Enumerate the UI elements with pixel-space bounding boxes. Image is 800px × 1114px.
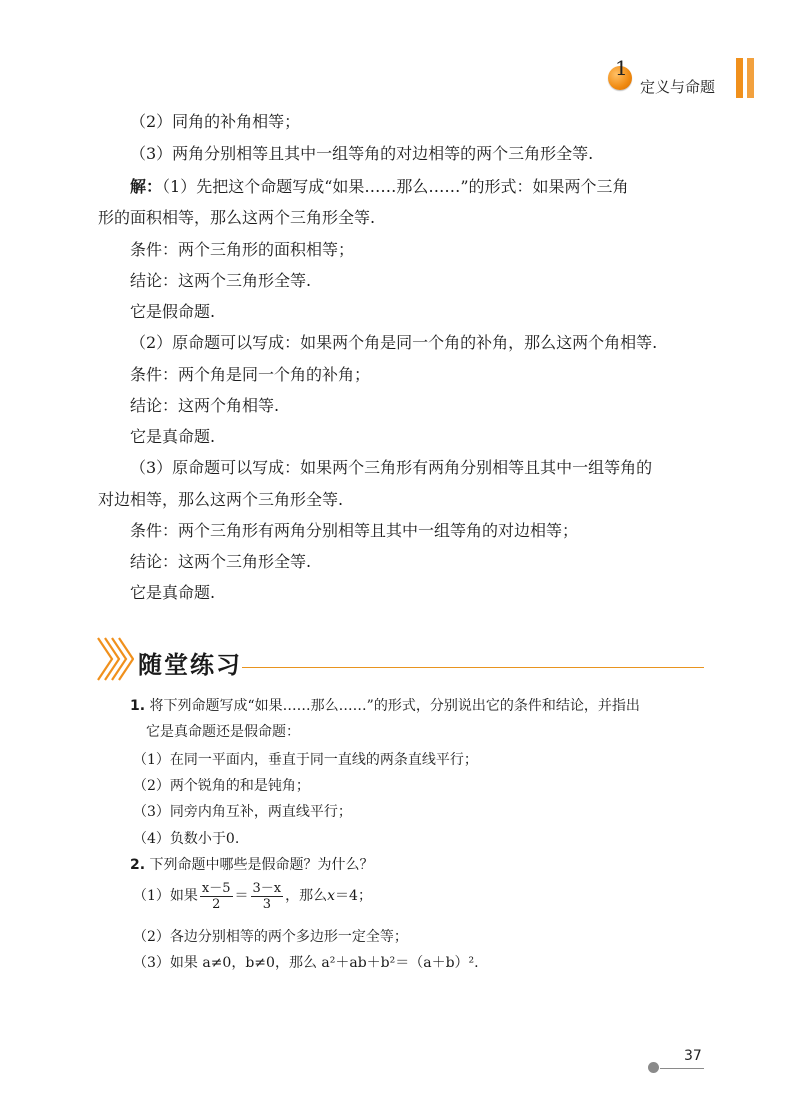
- fraction-numerator: x－5: [201, 880, 231, 896]
- exercise-text: 下列命题中哪些是假命题？为什么？: [149, 857, 374, 873]
- text-line: 它是假命题.: [130, 302, 216, 321]
- text-line: 结论：这两个角相等.: [130, 396, 280, 415]
- text-line: （1）先把这个命题写成“如果……那么……”的形式：如果两个三角: [162, 177, 629, 196]
- exercise-item: （2）两个锐角的和是钝角；: [133, 778, 310, 794]
- exercise-item: （2）各边分别相等的两个多边形一定全等；: [133, 929, 408, 945]
- exercise-item: （3）如果 a≠0，b≠0，那么 a²＋ab＋b²＝（a＋b）².: [133, 955, 479, 971]
- fraction-denominator: 3: [262, 896, 271, 912]
- section-divider: [242, 667, 704, 668]
- exercise-number: 2.: [130, 857, 146, 873]
- chevron-arrows-icon: [96, 634, 134, 684]
- text-line: 条件：两个三角形有两角分别相等且其中一组等角的对边相等；: [130, 521, 579, 540]
- exercise-item: （4）负数小于0.: [133, 831, 240, 847]
- page-number: 37: [684, 1048, 702, 1064]
- exercise-item-mid: ，那么: [285, 888, 328, 904]
- footer-divider: [660, 1068, 704, 1069]
- exercise-text: 它是真命题还是假命题：: [146, 724, 300, 740]
- exercise-1: [130, 697, 640, 715]
- text-line: （2）同角的补角相等；: [130, 112, 301, 131]
- header-bar-decoration: [736, 58, 743, 98]
- text-line: （2）原命题可以写成：如果两个角是同一个角的补角，那么这两个角相等.: [130, 333, 658, 352]
- text-line: 形的面积相等，那么这两个三角形全等.: [98, 208, 376, 227]
- exercise-item: （3）同旁内角互补，两直线平行；: [133, 804, 352, 820]
- variable-x: x: [327, 888, 336, 904]
- exercise-item-equation: [133, 878, 372, 914]
- header-bar-decoration: [747, 58, 754, 98]
- chapter-header: [560, 52, 800, 98]
- chapter-number: 1: [615, 56, 628, 80]
- exercise-item: （1）在同一平面内，垂直于同一直线的两条直线平行；: [133, 752, 478, 768]
- solution-label: 解：: [130, 177, 163, 196]
- exercise-2: [130, 856, 374, 874]
- fraction: [251, 881, 284, 912]
- text-line: 结论：这两个三角形全等.: [130, 271, 312, 290]
- exercise-text: 将下列命题写成“如果……那么……”的形式，分别说出它的条件和结论，并指出: [149, 698, 640, 714]
- text-line: 它是真命题.: [130, 427, 216, 446]
- text-line: 它是真命题.: [130, 583, 216, 602]
- text-line: 条件：两个三角形的面积相等；: [130, 240, 355, 259]
- exercise-item-prefix: （1）如果: [133, 888, 198, 904]
- text-line: （3）两角分别相等且其中一组等角的对边相等的两个三角形全等.: [130, 144, 594, 163]
- text-line: （3）原命题可以写成：如果两个三角形有两角分别相等且其中一组等角的: [130, 458, 653, 477]
- solution-line: [130, 177, 629, 197]
- exercise-item-suffix: ＝4；: [335, 888, 372, 904]
- fraction: [200, 881, 233, 912]
- exercise-number: 1.: [130, 698, 146, 714]
- section-title: 随堂练习: [138, 651, 242, 679]
- fraction-numerator: 3－x: [252, 880, 282, 896]
- text-line: 条件：两个角是同一个角的补角；: [130, 365, 371, 384]
- equals-sign: ＝: [234, 888, 249, 904]
- text-line: 对边相等，那么这两个三角形全等.: [98, 490, 344, 509]
- page-dot-icon: [648, 1062, 659, 1073]
- chapter-title: 定义与命题: [640, 78, 716, 96]
- text-line: 结论：这两个三角形全等.: [130, 552, 312, 571]
- fraction-denominator: 2: [212, 896, 221, 912]
